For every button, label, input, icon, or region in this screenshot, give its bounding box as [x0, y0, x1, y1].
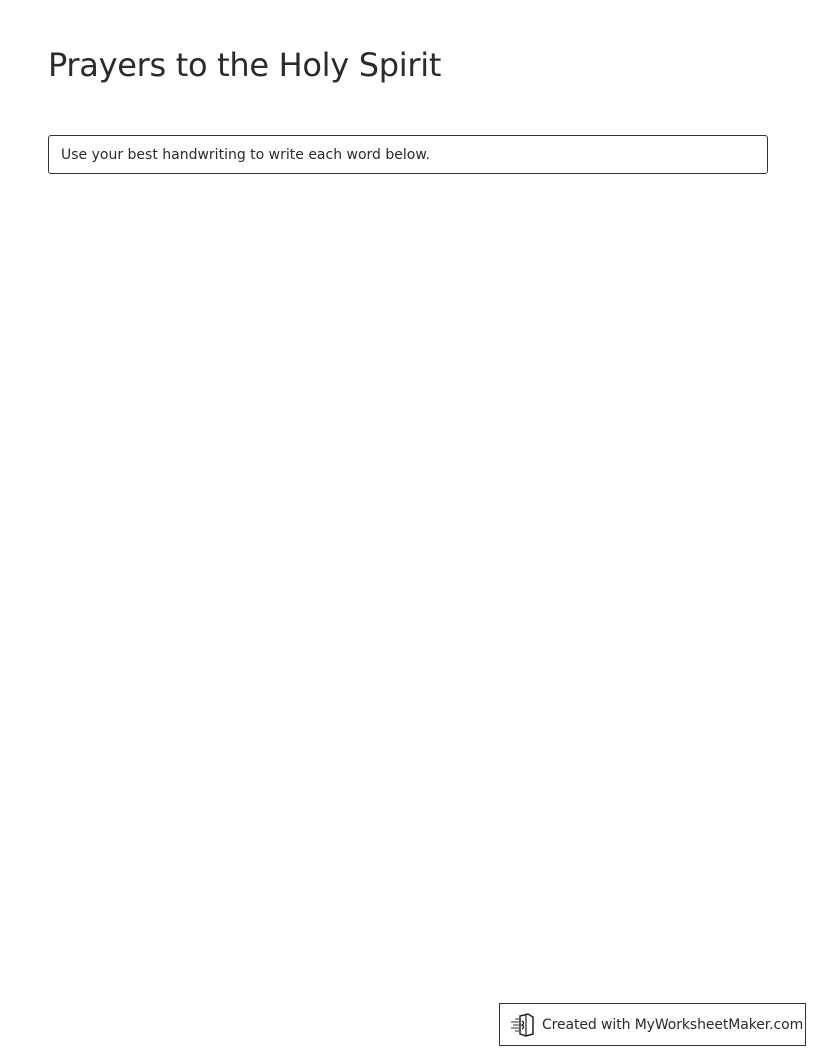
footer-credit-badge[interactable] [499, 1003, 806, 1046]
footer-credit-text[interactable]: Created with MyWorksheetMaker.com [542, 1016, 804, 1033]
instructions-box [48, 135, 768, 174]
worksheet-maker-logo-icon [510, 1013, 536, 1037]
page-title: Prayers to the Holy Spirit [48, 46, 442, 84]
instructions-text: Use your best handwriting to write each word below. [61, 146, 430, 163]
